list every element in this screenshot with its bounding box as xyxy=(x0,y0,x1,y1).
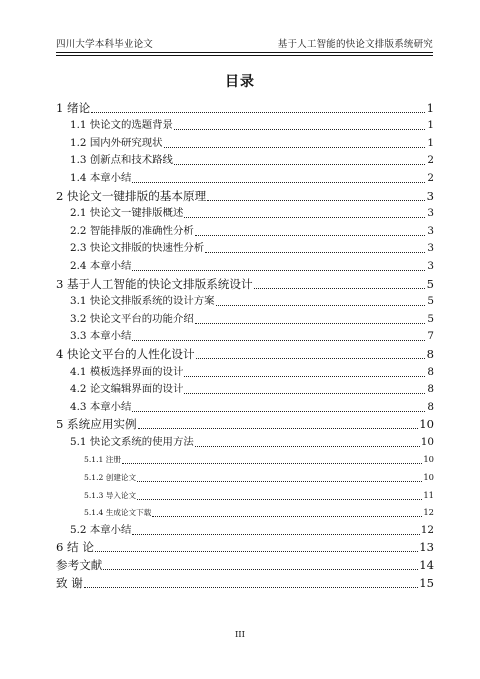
toc-entry-label: 3 基于人工智能的快论文排版系统设计 xyxy=(56,276,253,291)
toc-entry[interactable] xyxy=(56,520,434,538)
dot-leader xyxy=(152,516,422,517)
dot-leader xyxy=(137,499,422,500)
toc-entry[interactable] xyxy=(56,503,434,521)
toc-entry-page: 12 xyxy=(423,507,434,518)
toc-entry[interactable] xyxy=(56,204,434,222)
toc-entry[interactable] xyxy=(56,450,434,468)
dot-leader xyxy=(132,270,425,271)
toc-entry-page: 10 xyxy=(420,435,434,448)
toc-entry-label: 4.1 模板选择界面的设计 xyxy=(70,365,184,378)
dot-leader xyxy=(132,182,425,183)
table-of-contents xyxy=(56,98,434,591)
toc-entry-label: 1.1 快论文的选题背景 xyxy=(70,119,173,132)
toc-entry-label: 5.1.1 注册 xyxy=(84,455,121,465)
dot-leader xyxy=(174,164,425,165)
dot-leader xyxy=(254,288,425,289)
toc-entry[interactable] xyxy=(56,538,434,556)
toc-entry-page: 2 xyxy=(427,171,434,184)
dot-leader xyxy=(132,534,419,535)
dot-leader xyxy=(174,129,425,130)
toc-entry[interactable] xyxy=(56,432,434,450)
dot-leader xyxy=(132,340,425,341)
toc-entry-label: 5.1.3 导入论文 xyxy=(84,490,137,500)
header-right-text: 基于人工智能的快论文排版系统研究 xyxy=(277,39,433,50)
dot-leader xyxy=(164,147,425,148)
toc-entry[interactable] xyxy=(56,168,434,186)
toc-entry[interactable] xyxy=(56,186,434,204)
toc-entry-label: 5.1.2 创建论文 xyxy=(84,473,137,483)
toc-entry-label: 6 结 论 xyxy=(56,540,94,555)
toc-entry-page: 3 xyxy=(427,259,434,272)
toc-entry[interactable] xyxy=(56,397,434,415)
toc-entry-page: 3 xyxy=(427,242,434,255)
toc-entry-label: 2.3 快论文排版的快速性分析 xyxy=(70,242,205,255)
toc-entry-label: 1.2 国内外研究现状 xyxy=(70,136,163,149)
toc-entry[interactable] xyxy=(56,116,434,134)
dot-leader xyxy=(205,252,425,253)
dot-leader xyxy=(91,112,425,113)
header-rule-thin xyxy=(56,55,433,56)
page-title: 目录 xyxy=(225,74,255,90)
toc-entry-label: 2.4 本章小结 xyxy=(70,259,132,272)
dot-leader xyxy=(132,411,425,412)
toc-entry-page: 12 xyxy=(420,523,434,536)
toc-entry-label: 2.1 快论文一键排版概述 xyxy=(70,207,184,220)
toc-entry-page: 3 xyxy=(426,188,434,203)
dot-leader xyxy=(122,463,422,464)
toc-entry-label: 3.1 快论文排版系统的设计方案 xyxy=(70,295,215,308)
toc-entry-label: 3.3 本章小结 xyxy=(70,330,132,343)
toc-entry[interactable] xyxy=(56,327,434,345)
toc-entry[interactable] xyxy=(56,555,434,573)
toc-entry-label: 4.2 论文编辑界面的设计 xyxy=(70,383,184,396)
toc-entry[interactable] xyxy=(56,98,434,116)
dot-leader xyxy=(184,217,425,218)
toc-entry[interactable] xyxy=(56,344,434,362)
dot-leader xyxy=(195,323,425,324)
toc-entry[interactable] xyxy=(56,256,434,274)
header-rule-thick xyxy=(56,52,433,53)
dot-leader xyxy=(138,428,419,429)
toc-entry-page: 10 xyxy=(419,417,434,432)
toc-entry-page: 3 xyxy=(427,207,434,220)
toc-entry[interactable] xyxy=(56,309,434,327)
dot-leader xyxy=(137,481,422,482)
toc-entry-page: 1 xyxy=(427,119,434,132)
toc-entry-label: 5 系统应用实例 xyxy=(56,417,137,432)
toc-entry-page: 10 xyxy=(423,454,434,465)
dot-leader xyxy=(216,305,425,306)
toc-entry[interactable] xyxy=(56,292,434,310)
toc-entry-page: 5 xyxy=(427,295,434,308)
toc-entry-label: 2.2 智能排版的准确性分析 xyxy=(70,224,194,237)
toc-entry[interactable] xyxy=(56,415,434,433)
dot-leader xyxy=(195,446,420,447)
toc-entry-label: 2 快论文一键排版的基本原理 xyxy=(56,188,207,203)
toc-entry[interactable] xyxy=(56,362,434,380)
toc-entry-label: 5.1.4 生成论文下载 xyxy=(84,508,152,518)
dot-leader xyxy=(195,235,425,236)
toc-entry-page: 15 xyxy=(419,575,434,590)
toc-entry[interactable] xyxy=(56,485,434,503)
toc-entry-label: 1 绪论 xyxy=(56,100,91,115)
toc-entry[interactable] xyxy=(56,221,434,239)
toc-entry[interactable] xyxy=(56,467,434,485)
toc-entry-page: 1 xyxy=(426,100,434,115)
toc-entry[interactable] xyxy=(56,239,434,257)
toc-entry[interactable] xyxy=(56,133,434,151)
toc-entry-page: 8 xyxy=(427,365,434,378)
toc-entry-page: 2 xyxy=(427,154,434,167)
toc-entry-page: 3 xyxy=(427,224,434,237)
toc-entry-page: 8 xyxy=(427,383,434,396)
toc-entry-page: 1 xyxy=(427,136,434,149)
dot-leader xyxy=(84,587,418,588)
toc-entry-page: 5 xyxy=(427,312,434,325)
toc-entry-label: 参考文献 xyxy=(56,558,103,573)
toc-entry-page: 8 xyxy=(427,400,434,413)
toc-entry-label: 致 谢 xyxy=(56,575,83,590)
dot-leader xyxy=(95,551,418,552)
toc-entry-label: 4.3 本章小结 xyxy=(70,400,132,413)
toc-entry-label: 5.2 本章小结 xyxy=(70,523,132,536)
dot-leader xyxy=(184,393,425,394)
toc-entry-page: 13 xyxy=(419,540,434,555)
toc-entry-label: 1.4 本章小结 xyxy=(70,171,132,184)
toc-entry[interactable] xyxy=(56,151,434,169)
toc-entry-page: 11 xyxy=(423,489,434,500)
header-left-text: 四川大学本科毕业论文 xyxy=(56,39,154,50)
toc-entry-page: 7 xyxy=(427,330,434,343)
toc-entry[interactable] xyxy=(56,274,434,292)
toc-entry-label: 4 快论文平台的人性化设计 xyxy=(56,346,195,361)
toc-entry-page: 14 xyxy=(419,558,434,573)
toc-entry-label: 5.1 快论文系统的使用方法 xyxy=(70,435,194,448)
toc-entry[interactable] xyxy=(56,380,434,398)
toc-entry-label: 1.3 创新点和技术路线 xyxy=(70,154,173,167)
toc-entry-label: 3.2 快论文平台的功能介绍 xyxy=(70,312,194,325)
dot-leader xyxy=(207,200,425,201)
toc-entry-page: 5 xyxy=(426,276,434,291)
toc-entry[interactable] xyxy=(56,573,434,591)
toc-entry-page: 8 xyxy=(426,346,434,361)
dot-leader xyxy=(196,358,425,359)
dot-leader xyxy=(103,569,418,570)
dot-leader xyxy=(184,376,425,377)
toc-entry-page: 10 xyxy=(423,472,434,483)
page-number: III xyxy=(234,630,246,640)
